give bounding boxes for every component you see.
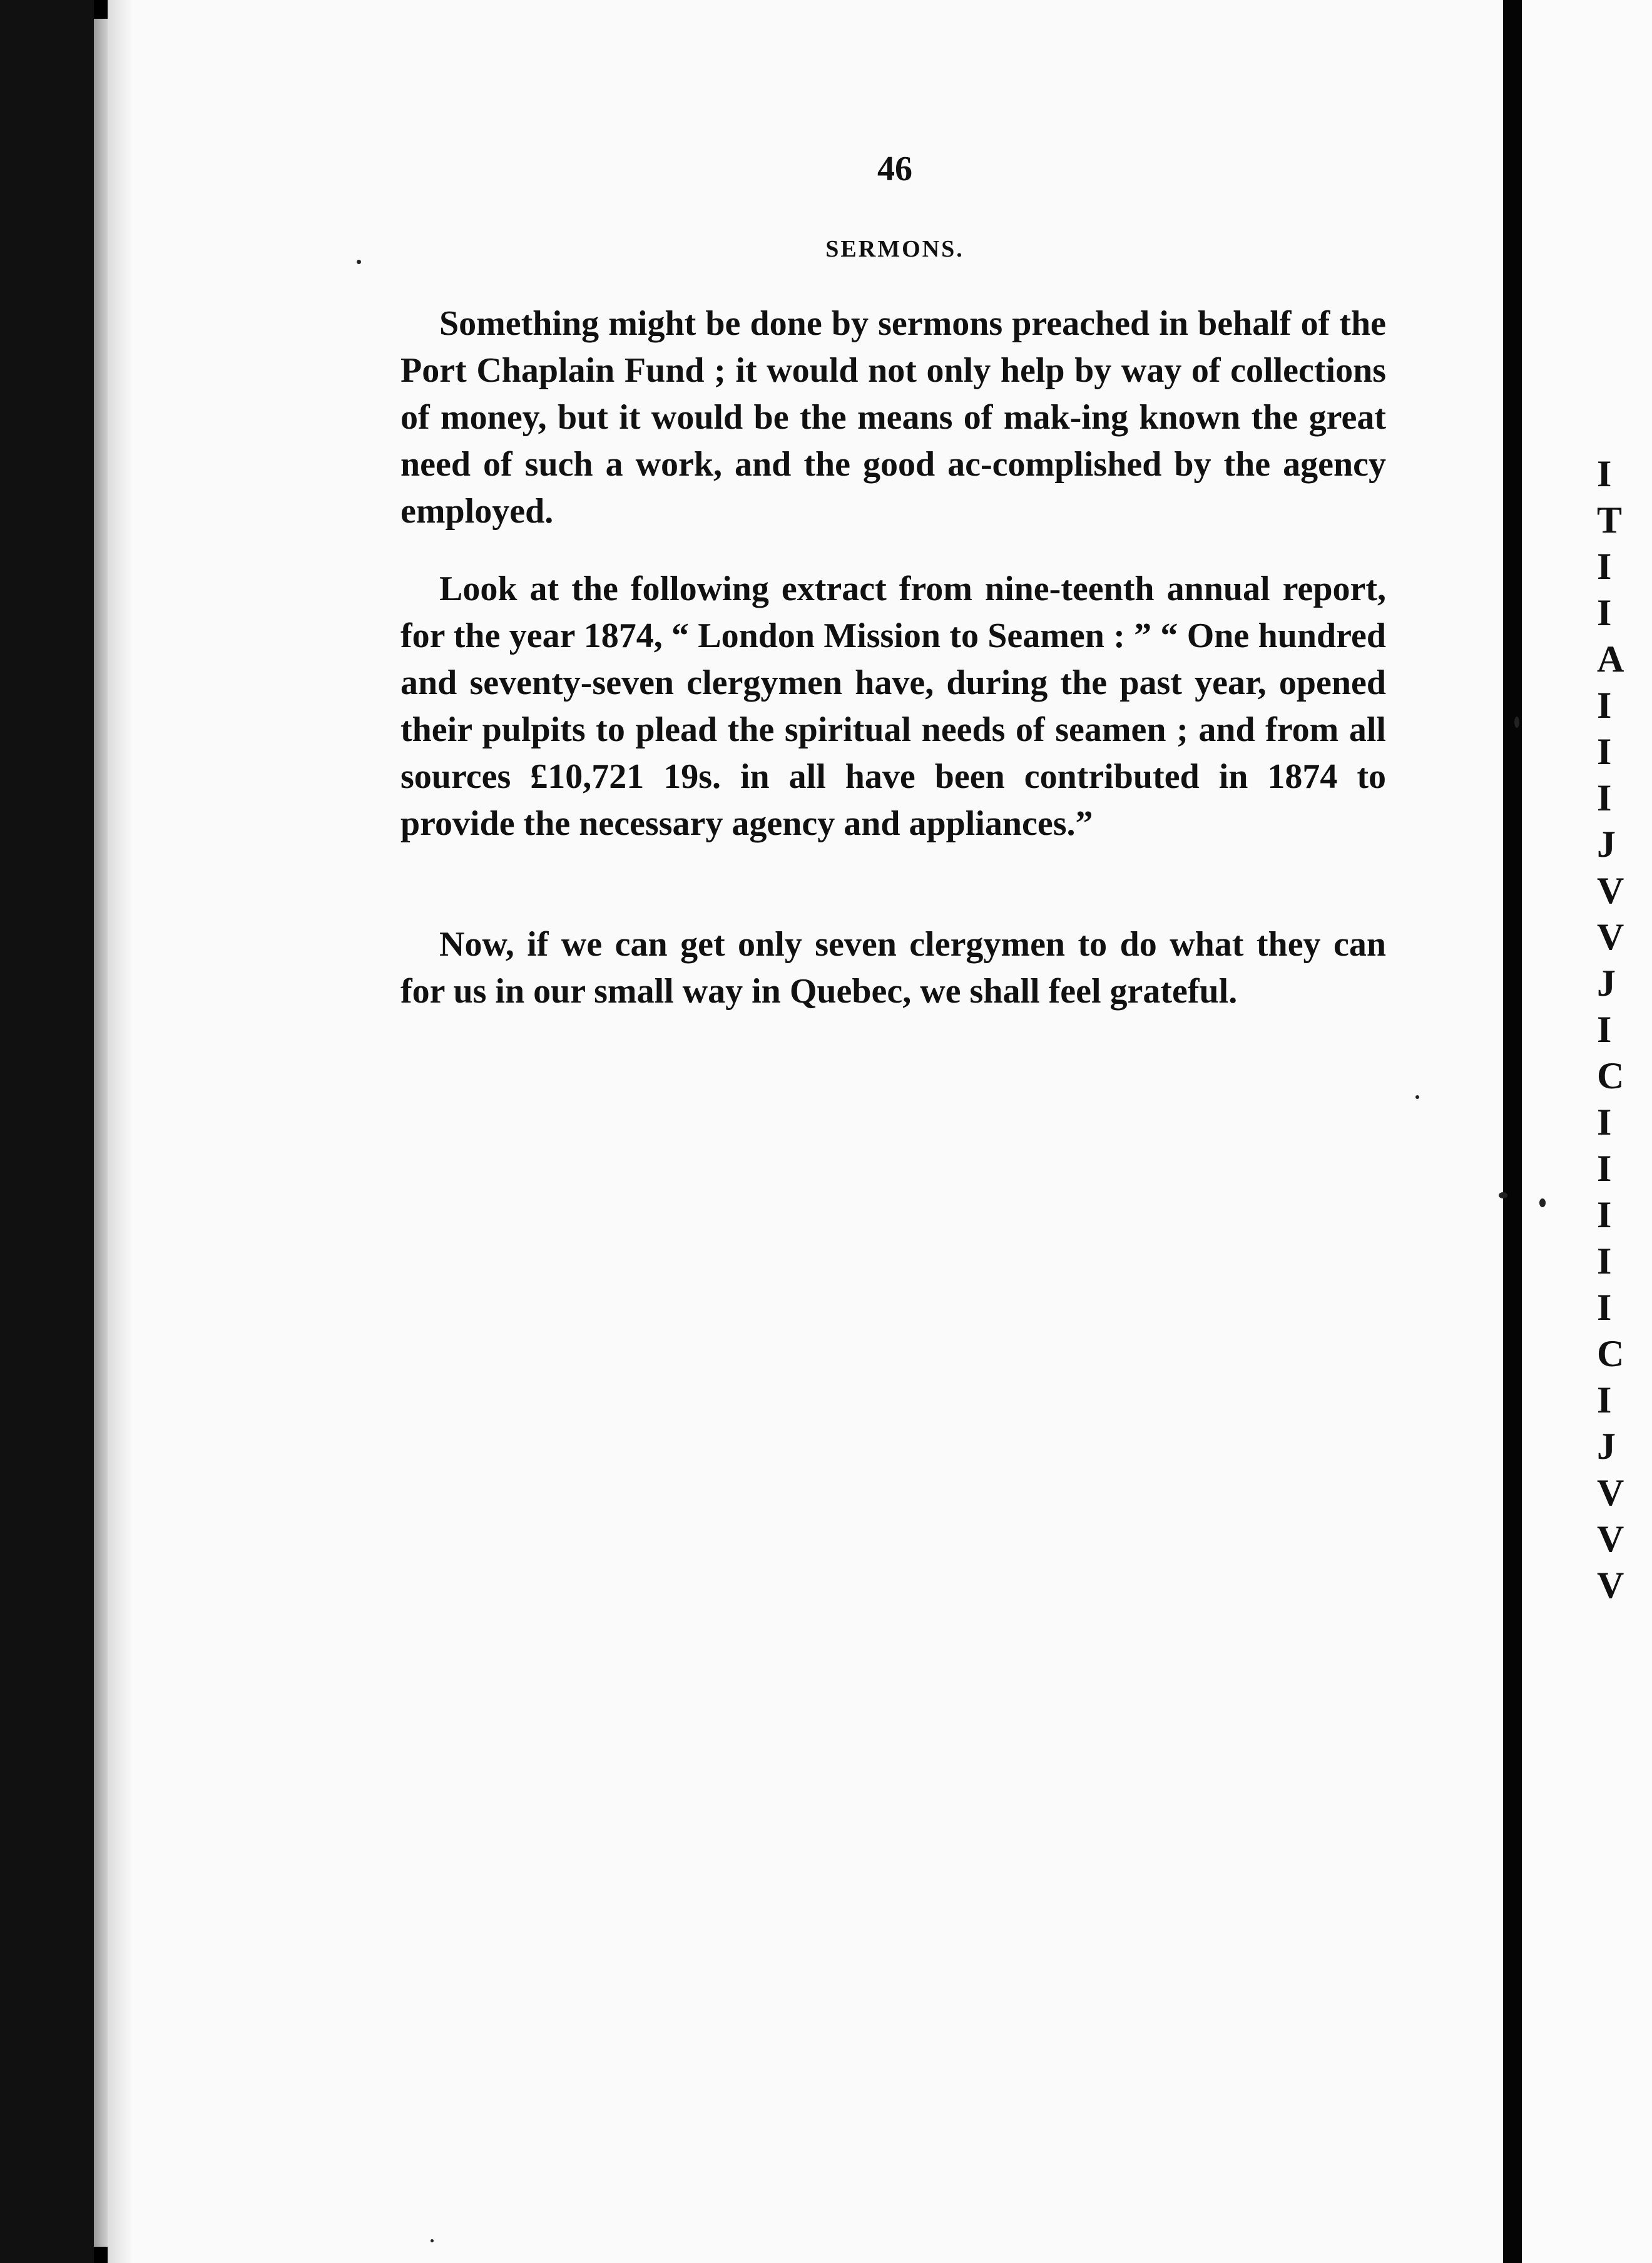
page-number: 46 (877, 150, 912, 188)
section-heading: SERMONS. (825, 236, 964, 262)
book-binding (0, 0, 94, 2263)
next-page-line-initials (1597, 451, 1652, 1608)
paragraph: Look at the following extract from nine-teenth annual report, for the year 1874, “ London Mission to Seamen : ” “ One hundred and seventy-seven clergymen have, during the past year, opened their pulpits to plead the spiritual needs of seamen ; and from all sources £10,721 19s. in all have been contributed in 1874 to provide the necessary agency and appliances.” (400, 570, 1386, 843)
next-page-initial: A (1597, 638, 1624, 680)
next-page-initial: C (1597, 1055, 1624, 1096)
next-page-initial: T (1597, 499, 1623, 541)
next-page-initial: V (1597, 1518, 1624, 1560)
next-page-initial: I (1597, 777, 1612, 819)
next-page-initial: J (1597, 1426, 1616, 1467)
next-page-initial: C (1597, 1333, 1624, 1374)
next-page-initial: I (1597, 731, 1612, 772)
next-page-initial: J (1597, 963, 1616, 1004)
next-page-initial: V (1597, 1472, 1624, 1513)
paragraph: Something might be done by sermons preached in behalf of the Port Chaplain Fund ; it would not only help by way of collections of money, but it would be the means of mak-ing known the great need of such a work, and the good ac-complished by the agency employed. (400, 304, 1386, 531)
next-page-initial: I (1597, 1287, 1612, 1328)
page-shadow (108, 0, 133, 2263)
binding-edge (94, 19, 108, 2247)
next-page-initial: V (1597, 916, 1624, 958)
next-page-initial: V (1597, 870, 1624, 911)
next-page-initial: V (1597, 1565, 1624, 1606)
next-page-initial: I (1597, 1379, 1612, 1421)
next-page-initial: I (1597, 1240, 1612, 1282)
next-page-initial: I (1597, 1009, 1612, 1050)
next-page-initial: I (1597, 1101, 1612, 1143)
paragraph: Now, if we can get only seven clergymen to do what they can for us in our small way in Quebec, we shall feel grateful. (400, 925, 1386, 1011)
next-page-initial: I (1597, 546, 1612, 587)
next-page-initial: I (1597, 592, 1612, 633)
next-page-initial: J (1597, 824, 1616, 865)
page-gutter (1503, 0, 1522, 2263)
next-page-initial: I (1597, 685, 1612, 726)
next-page-initial: I (1597, 1148, 1612, 1189)
next-page-initial: I (1597, 1194, 1612, 1235)
next-page-initial: I (1597, 453, 1612, 494)
